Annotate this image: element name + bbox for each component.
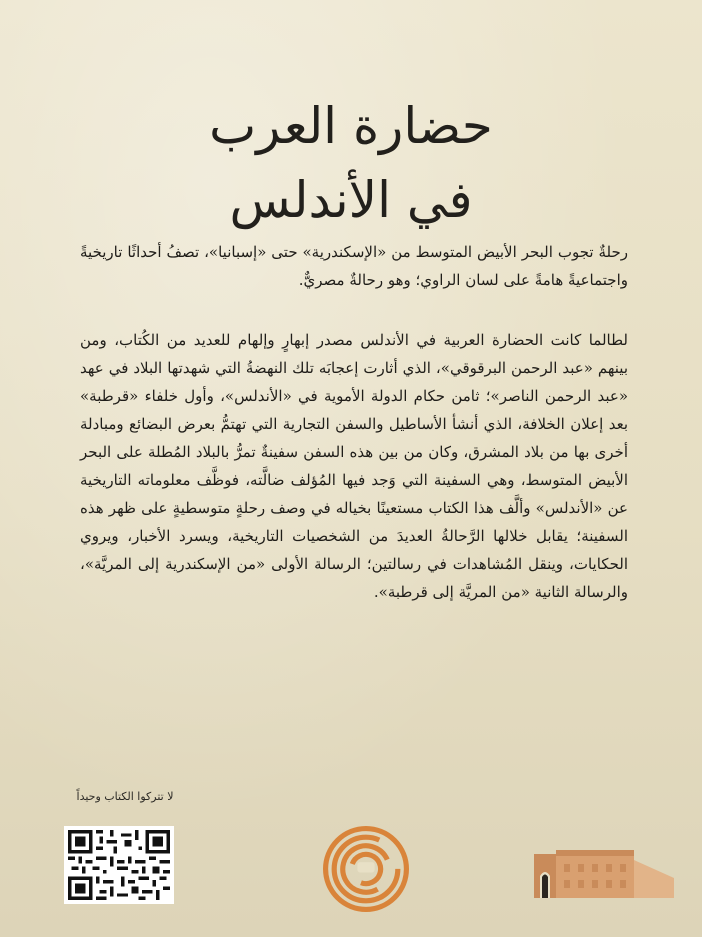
- book-title: [0, 89, 702, 237]
- book-title-line-2: في الأندلس: [229, 171, 473, 230]
- building-logo-icon: [534, 846, 674, 898]
- blurb-paragraph-1: رحلةٌ تجوب البحر الأبيض المتوسط من «الإسكندرية» حتى «إسبانيا»، تصفُ أحداثًا تاريخيةً واجتماعيةً هامةً على لسان الراوي؛ وهو رحالةٌ مصريٌّ.: [80, 243, 628, 289]
- book-title-line-1: حضارة العرب: [209, 97, 493, 156]
- blurb-paragraph-2: لطالما كانت الحضارة العربية في الأندلس مصدر إبهارٍ وإلهام للعديد من الكُتاب، ومن بينهم «عبد الرحمن البرقوقي»، الذي أثارت إعجابَه تلك النهضةُ التي شهدتها البلاد في عهد «عبد الرحمن الناصر»؛ ثامن حكام الدولة الأموية في «الأندلس»، وأول خلفاء «قرطبة» بعد إعلان الخلافة، الذي أنشأ الأساطيل والسفن التجارية التي تهتمُّ بعرض البضائع ومبادلة أخرى بها من بلاد المشرق، وكان من بين هذه السفن سفينةٌ تمرُّ بالبلاد المُطلة على البحر الأبيض المتوسط، وهي السفينة التي وَجد فيها المُؤلف ضالَّته، فوظَّف معلوماته التاريخية عن «الأندلس» وألَّف هذا الكتاب مستعينًا بخياله في وصف رحلةٍ متوسطيةٍ على ظهر هذه السفينة؛ يقابل خلالها الرَّحالةُ العديدَ من الشخصيات التاريخية، ويسرد الأخبار، ويروي الحكايات، وينقل المُشاهدات في رسالتين؛ الرسالة الأولى «من الإسكندرية إلى المريَّة»، والرسالة الثانية «من المريَّة إلى قرطبة».: [80, 331, 628, 601]
- concentric-circles-emblem-icon: [323, 826, 409, 912]
- qr-code-icon[interactable]: [64, 826, 174, 904]
- publisher-tagline: لا تتركوا الكتاب وحيداً: [76, 790, 174, 803]
